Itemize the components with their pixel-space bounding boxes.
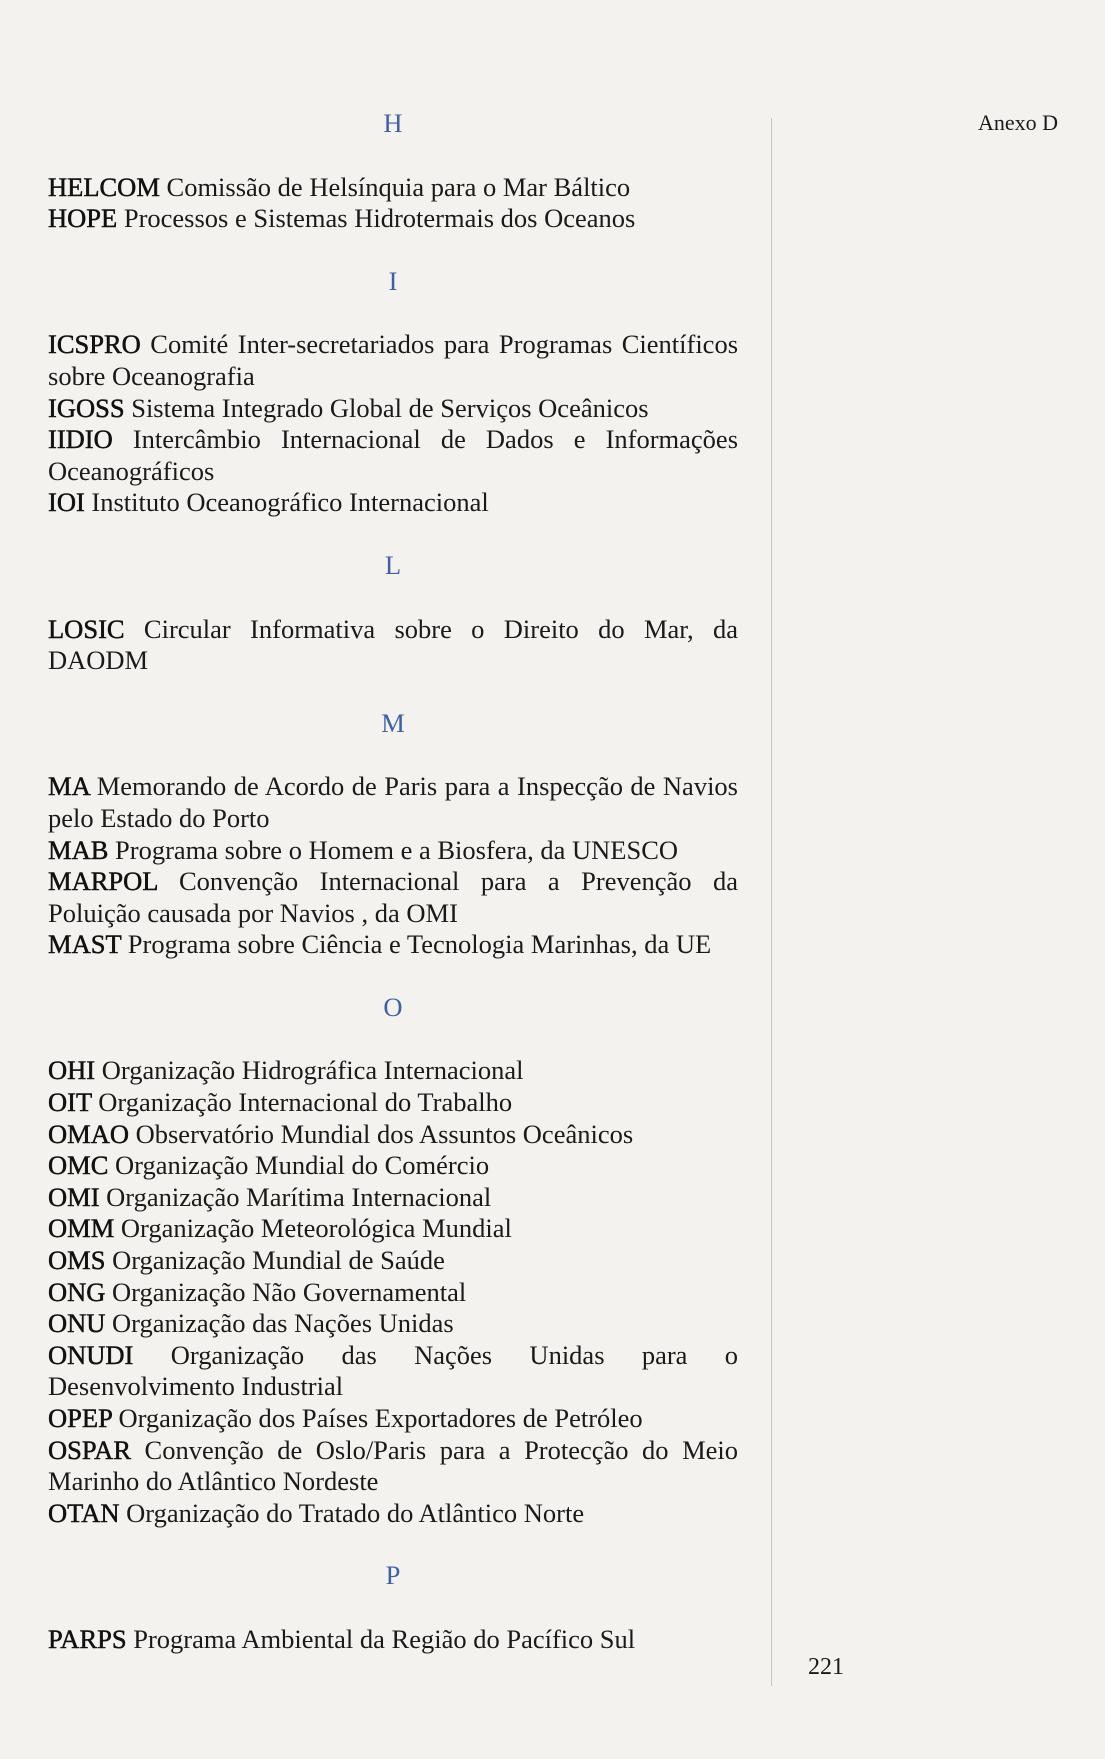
entry-abbr: ICSPRO bbox=[48, 329, 141, 360]
entry-text: Organização Mundial de Saúde bbox=[112, 1245, 445, 1276]
section-letter-h: H bbox=[383, 108, 403, 138]
glossary-entry bbox=[48, 1435, 738, 1498]
glossary-entry bbox=[48, 1403, 738, 1435]
glossary-entry bbox=[48, 835, 738, 867]
glossary-entry bbox=[48, 1087, 738, 1119]
glossary-entry bbox=[48, 1055, 738, 1087]
glossary-entry bbox=[48, 393, 738, 425]
entry-abbr: OMM bbox=[48, 1213, 115, 1244]
entry-abbr: ONU bbox=[48, 1308, 106, 1339]
glossary-entry bbox=[48, 1624, 738, 1656]
entry-text: Organização Meteorológica Mundial bbox=[120, 1213, 512, 1244]
entry-abbr: OSPAR bbox=[48, 1434, 131, 1465]
entry-abbr: MA bbox=[48, 771, 90, 802]
entry-text: Organização das Nações Unidas para o Desenvolvimento Industrial bbox=[48, 1339, 739, 1402]
entry-text: Comité Inter-secretariados para Programas Científicos sobre Oceanografia bbox=[48, 329, 739, 391]
entry-abbr: IGOSS bbox=[48, 392, 125, 423]
entry-abbr: OMS bbox=[48, 1245, 106, 1276]
glossary-entry bbox=[48, 203, 738, 235]
entry-text: Organização Mundial do Comércio bbox=[115, 1150, 490, 1181]
entry-abbr: MARPOL bbox=[48, 866, 158, 897]
entry-text: Processos e Sistemas Hidrotermais dos Oceanos bbox=[123, 203, 636, 234]
entry-text: Programa Ambiental da Região do Pacífico Sul bbox=[133, 1623, 636, 1654]
entry-text: Organização Hidrográfica Internacional bbox=[101, 1055, 524, 1086]
column-divider bbox=[771, 118, 772, 1686]
running-header: Anexo D bbox=[978, 110, 1059, 135]
entry-abbr: ONUDI bbox=[48, 1339, 134, 1370]
entry-text: Convenção Internacional para a Prevenção da Poluição causada por Navios , da OMI bbox=[48, 866, 738, 928]
glossary-entry bbox=[48, 329, 738, 392]
entry-text: Organização do Tratado do Atlântico Norte bbox=[126, 1497, 585, 1528]
entry-abbr: OMAO bbox=[48, 1118, 129, 1149]
entry-text: Programa sobre Ciência e Tecnologia Marinhas, da UE bbox=[127, 929, 712, 960]
entry-abbr: IOI bbox=[48, 487, 85, 518]
section-letter-p: P bbox=[385, 1560, 401, 1591]
glossary-entry bbox=[48, 929, 738, 961]
glossary-entry bbox=[48, 1119, 738, 1151]
entry-text: Convenção de Oslo/Paris para a Protecção do Meio Marinho do Atlântico Nordeste bbox=[48, 1434, 739, 1497]
glossary-list bbox=[48, 108, 738, 1656]
entry-text: Organização Internacional do Trabalho bbox=[98, 1087, 513, 1118]
glossary-entry bbox=[48, 424, 738, 487]
entry-text: Intercâmbio Internacional de Dados e Informações Oceanográficos bbox=[48, 424, 739, 486]
entry-abbr: IIDIO bbox=[48, 424, 113, 455]
glossary-entry bbox=[48, 1277, 738, 1309]
entry-text: Organização Não Governamental bbox=[112, 1276, 467, 1307]
glossary-entry bbox=[48, 1308, 738, 1340]
section-letter-i: I bbox=[388, 265, 398, 296]
entry-text: Comissão de Helsínquia para o Mar Báltico bbox=[166, 171, 631, 202]
glossary-entry bbox=[48, 1213, 738, 1245]
glossary-entry bbox=[48, 1498, 738, 1530]
glossary-entry bbox=[48, 172, 738, 204]
glossary-entry bbox=[48, 487, 738, 519]
entry-text: Organização Marítima Internacional bbox=[106, 1181, 492, 1212]
entry-text: Instituto Oceanográfico Internacional bbox=[91, 487, 489, 518]
section-letter-l: L bbox=[384, 549, 402, 580]
glossary-entry bbox=[48, 866, 738, 929]
section-letter-o: O bbox=[383, 991, 403, 1022]
glossary-entry bbox=[48, 771, 738, 834]
entry-text: Observatório Mundial dos Assuntos Oceânicos bbox=[135, 1118, 634, 1149]
entry-text: Organização dos Países Exportadores de Petróleo bbox=[118, 1403, 643, 1433]
entry-text: Organização das Nações Unidas bbox=[112, 1308, 454, 1339]
entry-abbr: ONG bbox=[48, 1276, 106, 1307]
glossary-entry bbox=[48, 1340, 738, 1403]
entry-text: Programa sobre o Homem e a Biosfera, da UNESCO bbox=[115, 834, 679, 865]
entry-text: Sistema Integrado Global de Serviços Oceânicos bbox=[131, 392, 649, 423]
glossary-entry bbox=[48, 614, 738, 677]
entry-abbr: HELCOM bbox=[48, 171, 160, 202]
glossary-entry bbox=[48, 1150, 738, 1182]
entry-text: Memorando de Acordo de Paris para a Inspecção de Navios pelo Estado do Porto bbox=[48, 771, 738, 833]
entry-abbr: LOSIC bbox=[48, 613, 125, 644]
entry-abbr: OMI bbox=[48, 1181, 100, 1212]
section-letter-m: M bbox=[381, 707, 405, 738]
entry-abbr: MAST bbox=[48, 929, 122, 960]
entry-abbr: OPEP bbox=[48, 1403, 112, 1433]
entry-abbr: PARPS bbox=[48, 1623, 127, 1654]
entry-abbr: OHI bbox=[48, 1055, 96, 1086]
glossary-entry bbox=[48, 1245, 738, 1277]
entry-abbr: OIT bbox=[48, 1087, 92, 1118]
glossary-entry bbox=[48, 1182, 738, 1214]
entry-abbr: OMC bbox=[48, 1150, 109, 1181]
entry-abbr: HOPE bbox=[48, 203, 118, 234]
page-number: 221 bbox=[808, 1654, 844, 1680]
entry-abbr: OTAN bbox=[48, 1497, 120, 1528]
entry-abbr: MAB bbox=[48, 834, 109, 865]
entry-text: Circular Informativa sobre o Direito do Mar, da DAODM bbox=[48, 613, 738, 676]
